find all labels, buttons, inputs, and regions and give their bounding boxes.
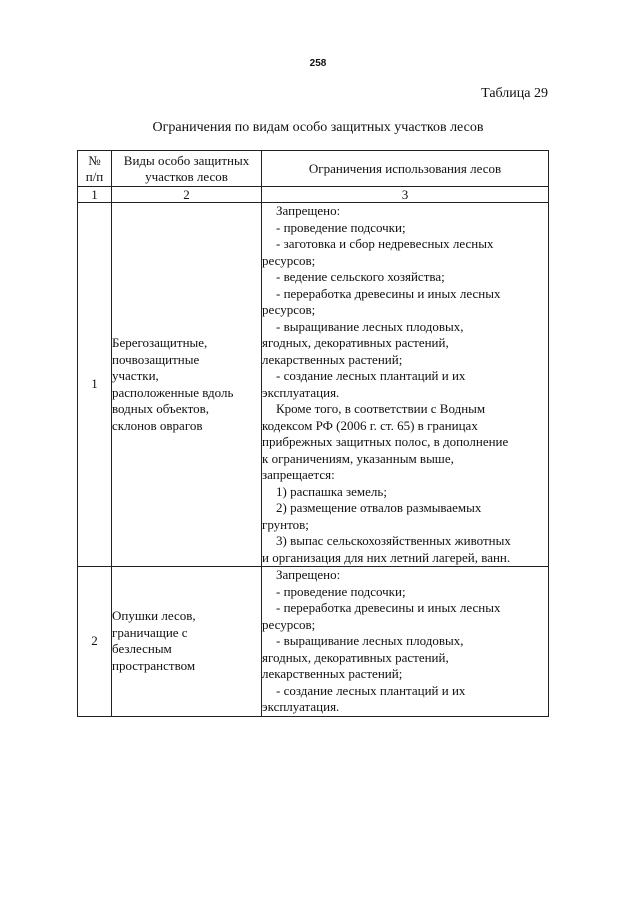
forest-area-type-line: безлесным	[112, 641, 172, 657]
header-type	[112, 151, 262, 187]
column-number: 1	[78, 187, 112, 203]
table-title: Ограничения по видам особо защитных участков лесов	[152, 120, 484, 135]
restriction-line: - создание лесных плантаций и их	[276, 368, 466, 383]
restriction-line: 3) выпас сельскохозяйственных животных	[276, 533, 511, 548]
restriction-line: ресурсов;	[262, 252, 316, 268]
page-number: 258	[309, 58, 327, 69]
restriction-line: лекарственных растений;	[262, 351, 403, 367]
restriction-line: Запрещено:	[276, 203, 341, 218]
restrictions-table	[77, 150, 549, 717]
restriction-line: - ведение сельского хозяйства;	[276, 269, 445, 284]
restriction-line: эксплуатация.	[262, 699, 340, 714]
restriction-line: - выращивание лесных плодовых,	[276, 318, 464, 334]
restriction-line: Кроме того, в соответствии с Водным	[276, 401, 486, 416]
forest-area-type-line: склонов оврагов	[112, 417, 203, 433]
row-number: 1	[78, 203, 112, 567]
restriction-line: к ограничениям, указанным выше,	[262, 450, 454, 466]
restriction-line: кодексом РФ (2006 г. ст. 65) в границах	[262, 417, 478, 433]
restriction-line: ресурсов;	[262, 302, 316, 317]
column-number: 3	[262, 187, 549, 203]
restriction-line: 1) распашка земель;	[276, 483, 387, 499]
restriction-line: - переработка древесины и иных лесных	[276, 285, 501, 301]
restriction-line: - проведение подсочки;	[276, 583, 406, 599]
header-number-line: п/п	[85, 168, 104, 184]
restriction-line: грунтов;	[262, 516, 309, 532]
restriction-line: ресурсов;	[262, 616, 316, 632]
restriction-line: - переработка древесины и иных лесных	[276, 600, 501, 615]
restriction-line: 2) размещение отвалов размываемых	[276, 500, 482, 515]
forest-area-type-line: расположенные вдоль	[112, 384, 234, 400]
forest-area-type-line: граничащие с	[112, 624, 188, 640]
forest-area-type	[112, 567, 262, 717]
restriction-line: Запрещено:	[276, 567, 341, 582]
restriction-line: - заготовка и сбор недревесных лесных	[276, 236, 494, 251]
restrictions-cell	[262, 567, 549, 717]
forest-area-type-line: участки,	[112, 368, 159, 383]
header-restrictions: Ограничения использования лесов	[262, 151, 549, 187]
header-number	[78, 151, 112, 187]
restrictions-cell	[262, 203, 549, 567]
forest-area-type	[112, 203, 262, 567]
row-number: 2	[78, 567, 112, 717]
header-type-line: участков лесов	[145, 168, 228, 184]
restriction-line: ягодных, декоративных растений,	[262, 649, 449, 665]
restriction-line: - создание лесных плантаций и их	[276, 682, 466, 698]
table-row	[78, 567, 549, 717]
table-row	[78, 203, 549, 567]
restriction-line: - выращивание лесных плодовых,	[276, 633, 464, 648]
header-type-line: Виды особо защитных	[123, 152, 250, 168]
restriction-line: лекарственных растений;	[262, 666, 403, 681]
restriction-line: запрещается:	[262, 467, 335, 482]
table-label: Таблица 29	[481, 86, 548, 101]
forest-area-type-line: водных объектов,	[112, 401, 210, 416]
restriction-line: и организация для них летний лагерей, ванн.	[262, 549, 511, 565]
header-row	[78, 151, 549, 187]
forest-area-type-line: почвозащитные	[112, 351, 200, 367]
column-number-row	[78, 187, 549, 203]
restriction-line: - проведение подсочки;	[276, 219, 406, 235]
forest-area-type-line: Берегозащитные,	[112, 335, 208, 350]
forest-area-type-line: Опушки лесов,	[112, 608, 196, 624]
column-number: 2	[112, 187, 262, 203]
header-number-line: №	[88, 152, 101, 168]
restriction-line: ягодных, декоративных растений,	[262, 335, 449, 350]
restriction-line: прибрежных защитных полос, в дополнение	[262, 434, 509, 449]
restriction-line: эксплуатация.	[262, 384, 340, 400]
forest-area-type-line: пространством	[112, 657, 196, 673]
